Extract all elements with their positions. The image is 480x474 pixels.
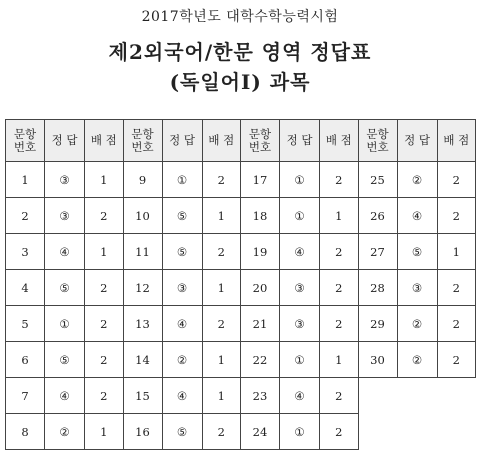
answer-cell: ⑤ [45, 270, 85, 306]
answer-cell: ⑤ [45, 342, 85, 378]
answer-cell: ④ [162, 306, 202, 342]
points-cell: 2 [437, 162, 476, 198]
answer-cell: ① [280, 342, 320, 378]
table-row [6, 198, 476, 234]
points-cell: 2 [202, 162, 241, 198]
question-number: 24 [241, 414, 280, 450]
points-cell: 1 [202, 270, 241, 306]
question-number: 3 [6, 234, 45, 270]
question-number: 8 [6, 414, 45, 450]
answer-cell: ① [45, 306, 85, 342]
answer-header: 정 답 [397, 120, 437, 162]
question-number: 6 [6, 342, 45, 378]
question-number: 23 [241, 378, 280, 414]
points-header: 배 점 [437, 120, 476, 162]
answer-cell: ④ [162, 378, 202, 414]
question-number: 13 [123, 306, 162, 342]
points-cell: 1 [85, 162, 124, 198]
points-cell: 2 [437, 198, 476, 234]
answer-cell: ③ [162, 270, 202, 306]
answer-cell: ② [397, 162, 437, 198]
points-cell: 2 [202, 234, 241, 270]
question-number: 20 [241, 270, 280, 306]
table-row [6, 306, 476, 342]
answer-cell: ⑤ [162, 234, 202, 270]
answer-cell: ① [280, 198, 320, 234]
table-row [6, 414, 476, 450]
answer-cell: ④ [45, 378, 85, 414]
question-number: 28 [358, 270, 397, 306]
answer-header: 정 답 [280, 120, 320, 162]
answer-cell: ① [162, 162, 202, 198]
question-number: 26 [358, 198, 397, 234]
points-cell: 1 [85, 414, 124, 450]
answer-key-title: 제2외국어/한문 영역 정답표 [108, 40, 372, 64]
answer-cell: ② [397, 342, 437, 378]
question-number: 16 [123, 414, 162, 450]
question-number: 7 [6, 378, 45, 414]
answer-cell: ③ [397, 270, 437, 306]
question-number: 1 [6, 162, 45, 198]
question-number: 21 [241, 306, 280, 342]
points-cell: 1 [320, 342, 359, 378]
answer-cell: ④ [45, 234, 85, 270]
points-cell: 2 [202, 306, 241, 342]
points-cell: 2 [202, 414, 241, 450]
question-number: 5 [6, 306, 45, 342]
answer-cell: ④ [397, 198, 437, 234]
question-number: 22 [241, 342, 280, 378]
table-row [6, 162, 476, 198]
question-number: 19 [241, 234, 280, 270]
points-cell: 2 [85, 270, 124, 306]
points-cell: 1 [202, 378, 241, 414]
question-number: 18 [241, 198, 280, 234]
question-number: 4 [6, 270, 45, 306]
answer-cell: ① [280, 162, 320, 198]
answer-cell: ③ [45, 162, 85, 198]
empty-cell [358, 414, 476, 450]
points-header: 배 점 [202, 120, 241, 162]
points-cell: 2 [320, 270, 359, 306]
points-cell: 2 [437, 306, 476, 342]
answer-cell: ② [45, 414, 85, 450]
points-cell: 1 [437, 234, 476, 270]
answer-cell: ② [397, 306, 437, 342]
question-number: 15 [123, 378, 162, 414]
points-cell: 2 [320, 306, 359, 342]
answer-header: 정 답 [162, 120, 202, 162]
answer-cell: ⑤ [162, 198, 202, 234]
points-cell: 2 [320, 414, 359, 450]
answer-cell: ③ [280, 270, 320, 306]
points-cell: 2 [85, 378, 124, 414]
table-row [6, 234, 476, 270]
question-number: 25 [358, 162, 397, 198]
exam-title: 2017학년도 대학수학능력시험 [141, 9, 339, 25]
answer-cell: ④ [280, 234, 320, 270]
answer-header: 정 답 [45, 120, 85, 162]
subject-title: (독일어Ⅰ) 과목 [169, 70, 311, 94]
points-cell: 2 [437, 270, 476, 306]
answer-table [5, 119, 476, 450]
answer-cell: ③ [45, 198, 85, 234]
points-cell: 1 [85, 234, 124, 270]
answer-cell: ⑤ [397, 234, 437, 270]
table-row [6, 270, 476, 306]
question-number: 12 [123, 270, 162, 306]
answer-cell: ③ [280, 306, 320, 342]
points-header: 배 점 [85, 120, 124, 162]
points-cell: 2 [85, 342, 124, 378]
answer-cell: ④ [280, 378, 320, 414]
question-number: 14 [123, 342, 162, 378]
question-number-header: 문항 번호 [358, 120, 397, 162]
question-number: 29 [358, 306, 397, 342]
points-cell: 2 [85, 306, 124, 342]
question-number: 9 [123, 162, 162, 198]
table-row [6, 378, 476, 414]
points-cell: 2 [437, 342, 476, 378]
points-cell: 2 [320, 378, 359, 414]
answer-cell: ① [280, 414, 320, 450]
table-row [6, 342, 476, 378]
question-number-header: 문항 번호 [6, 120, 45, 162]
question-number-header: 문항 번호 [241, 120, 280, 162]
points-cell: 2 [320, 162, 359, 198]
question-number: 30 [358, 342, 397, 378]
points-cell: 1 [202, 342, 241, 378]
points-cell: 2 [320, 234, 359, 270]
points-header: 배 점 [320, 120, 359, 162]
question-number: 11 [123, 234, 162, 270]
points-cell: 1 [202, 198, 241, 234]
question-number: 10 [123, 198, 162, 234]
answer-cell: ② [162, 342, 202, 378]
points-cell: 1 [320, 198, 359, 234]
answer-cell: ⑤ [162, 414, 202, 450]
empty-cell [358, 378, 476, 414]
table-header-row [6, 120, 476, 162]
question-number-header: 문항 번호 [123, 120, 162, 162]
points-cell: 2 [85, 198, 124, 234]
question-number: 17 [241, 162, 280, 198]
question-number: 2 [6, 198, 45, 234]
question-number: 27 [358, 234, 397, 270]
